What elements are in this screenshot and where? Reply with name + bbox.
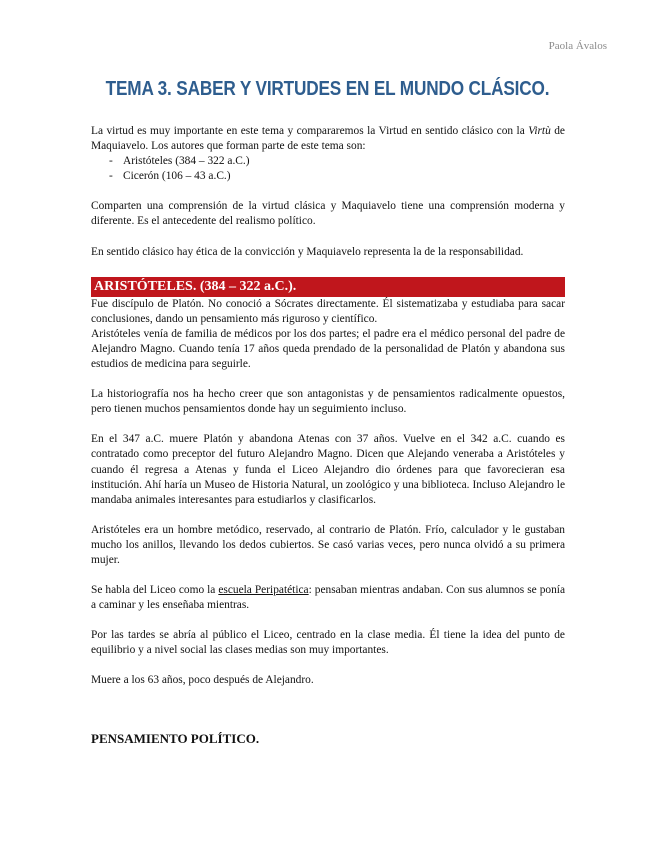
section-heading-pensamiento-politico: PENSAMIENTO POLÍTICO. (91, 730, 260, 746)
aristoteles-paragraph-1: Fue discípulo de Platón. No conoció a Sócrates directamente. Él sistematizaba y estudiaba para sacar conclusiones, dando un pensamiento más riguroso y científico. (91, 297, 565, 325)
aristoteles-paragraph-2: Aristóteles venía de familia de médicos por los dos partes; el padre era el médico personal del padre de Alejandro Magno. Cuando tenía 17 años queda prendado de la personalidad de Platón y abandona sus estudios de medicina para seguirle. (91, 327, 565, 371)
aristoteles-paragraph-5: Aristóteles era un hombre metódico, reservado, al contrario de Platón. Frío, calculador y le gustaban mucho los anillos, llevando los dedos cubiertos. Se casó varias veces, pero nunca olvidó a su primera mujer. (91, 523, 565, 566)
intro-paragraph-2: Comparten una comprensión de la virtud clásica y Maquiavelo tiene una comprensión moderna y diferente. Es el antecedente del realismo político. (91, 200, 565, 228)
authors-list (91, 154, 565, 184)
list-item: - Aristóteles (384 – 322 a.C.) (91, 154, 565, 169)
page-title: TEMA 3. SABER Y VIRTUDES EN EL MUNDO CLÁSICO. (105, 78, 550, 100)
author-name: Paola Ávalos (548, 40, 607, 52)
aristoteles-paragraph-4: En el 347 a.C. muere Platón y abandona Atenas con 37 años. Vuelve en el 342 a.C. cuando es contratado como preceptor del futuro Alejandro Magno. Dicen que Alejando veneraba a Aristóteles y cuando él regresa a Atenas y funda el Liceo Alejandro dio órdenes para que favorecieran esa institución. Ahí haría un Museo de Historia Natural, un zoológico y una biblioteca. Incluso Alejandro le mandaba animales interesantes para estudiarlos y clasificarlos. (91, 433, 565, 506)
document-body (91, 124, 565, 746)
intro-paragraph-1: La virtud es muy importante en este tema y compararemos la Virtud en sentido clásico con la Virtù de Maquiavelo. Los autores que forman parte de este tema son: (91, 125, 565, 153)
list-item: - Cicerón (106 – 43 a.C.) (91, 169, 565, 184)
aristoteles-paragraph-7: Por las tardes se abría al público el Liceo, centrado en la clase media. Él tiene la idea del punto de equilibrio y a nivel social las clases medias son muy importantes. (91, 629, 565, 657)
section-heading-aristoteles: ARISTÓTELES. (384 – 322 a.C.). (91, 277, 565, 297)
aristoteles-paragraph-3: La historiografía nos ha hecho creer que son antagonistas y de pensamientos radicalmente opuestos, pero tienen muchos pensamientos donde hay un seguimiento incluso. (91, 388, 565, 416)
aristoteles-paragraph-6: Se habla del Liceo como la escuela Peripatética: pensaban mientras andaban. Con sus alumnos se ponía a caminar y les enseñaba mientras. (91, 584, 565, 612)
aristoteles-paragraph-8: Muere a los 63 años, poco después de Alejandro. (91, 674, 314, 687)
intro-paragraph-3: En sentido clásico hay ética de la convicción y Maquiavelo representa la de la responsabilidad. (91, 245, 524, 258)
